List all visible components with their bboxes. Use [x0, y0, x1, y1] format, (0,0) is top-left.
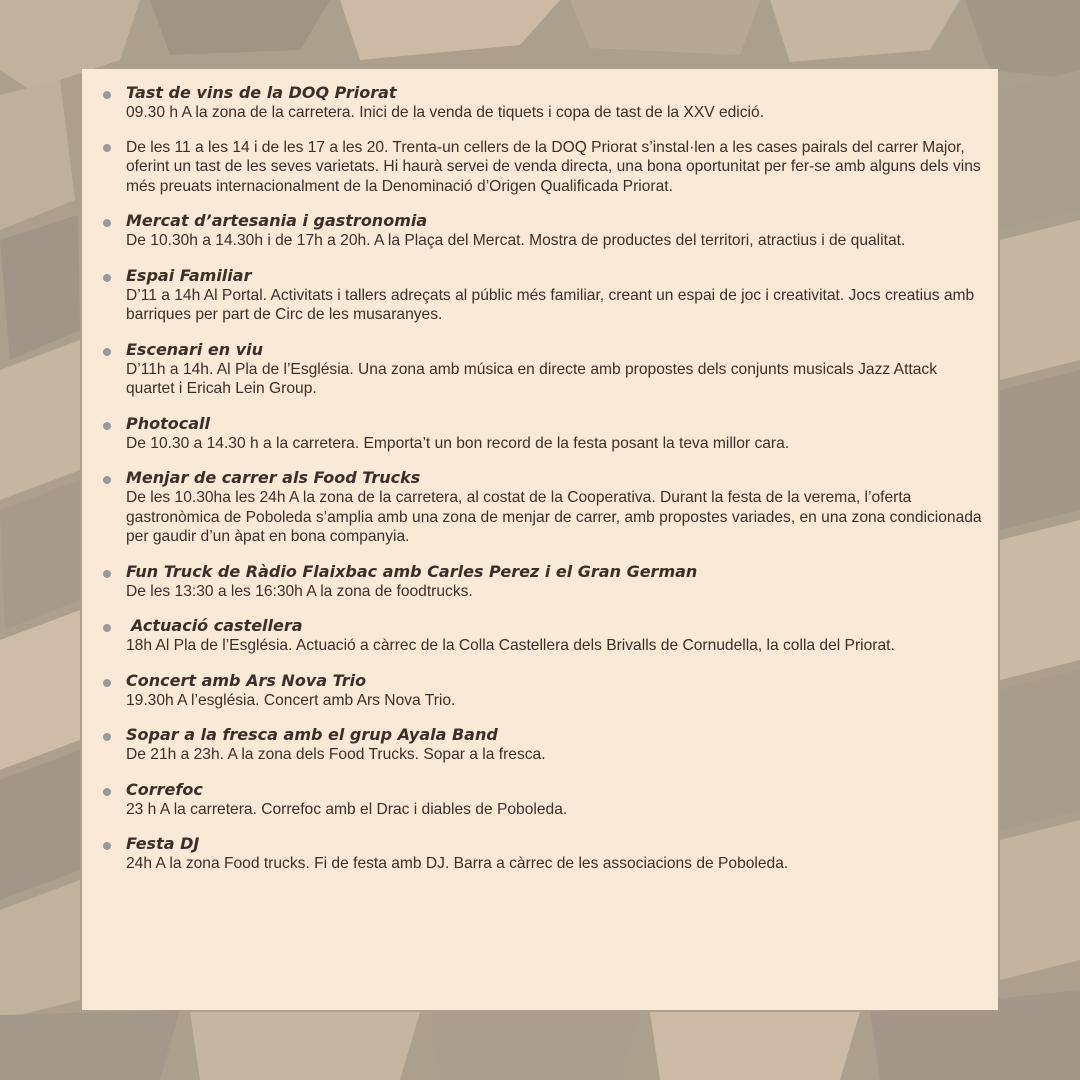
event-title: Photocall [126, 413, 210, 433]
event-description: 24h A la zona Food trucks. Fi de festa amb DJ. Barra a càrrec de les associacions de Poboleda. [126, 855, 789, 872]
event-title: Escenari en viu [126, 339, 264, 359]
bullet-icon [103, 476, 111, 484]
event-description: D’11 a 14h Al Portal. Activitats i tallers adreçats al públic més familiar, creant un espai de joc i creativitat. Jocs creatius amb barriques per part de Circ de les musaranyes. [126, 286, 975, 323]
event-item [102, 468, 988, 547]
bullet-icon [103, 733, 111, 741]
bullet-icon [103, 624, 111, 632]
bullet-icon [103, 219, 111, 227]
event-title: Concert amb Ars Nova Trio [126, 670, 367, 690]
bullet-icon [103, 842, 111, 850]
event-item [102, 211, 988, 251]
event-description: De 10.30h a 14.30h i de 17h a 20h. A la Plaça del Mercat. Mostra de productes del territori, atractius i de qualitat. [126, 232, 906, 249]
event-title: Sopar a la fresca amb el grup Ayala Band [126, 725, 498, 744]
event-description: 19.30h A l’església. Concert amb Ars Nova Trio. [126, 691, 456, 709]
event-title: Espai Familiar [126, 265, 252, 285]
event-item [102, 725, 988, 765]
event-description: 18h Al Pla de l’Església. Actuació a càrrec de la Colla Castellera dels Brivalls de Cornudella, la colla del Priorat. [126, 637, 895, 654]
bullet-icon [103, 274, 111, 282]
event-item [102, 266, 988, 325]
event-title: Fun Truck de Ràdio Flaixbac amb Carles Perez i el Gran German [126, 561, 698, 581]
event-description: De 10.30 a 14.30 h a la carretera. Emporta’t un bon record de la festa posant la teva millor cara. [126, 434, 790, 452]
event-description: De les 11 a les 14 i de les 17 a les 20. Trenta-un cellers de la DOQ Priorat s’instal·len a les cases pairals del carrer Major, oferint un tast de les seves varietats. Hi haurà servei de venda directa, una bona oportunitat per fer-se amb alguns dels vins més preuats internacionalment de la Denominació d’Origen Qualificada Priorat. [126, 138, 981, 195]
event-title: Festa DJ [126, 834, 200, 853]
event-item [102, 340, 988, 399]
event-item [102, 616, 988, 656]
event-description: 09.30 h A la zona de la carretera. Inici de la venda de tiquets i copa de tast de la XXV edició. [126, 104, 765, 121]
program-panel [82, 69, 998, 1010]
event-item [102, 834, 988, 874]
event-item [102, 671, 988, 711]
bullet-icon [103, 91, 111, 99]
bullet-icon [103, 788, 111, 796]
event-item [102, 414, 988, 454]
event-title: Mercat d’artesania i gastronomia [126, 211, 428, 230]
event-title: Correfoc [126, 779, 203, 799]
bullet-icon [103, 422, 111, 430]
event-title: Actuació castellera [131, 616, 303, 635]
bullet-icon [103, 144, 111, 152]
event-title: Tast de vins de la DOQ Priorat [126, 83, 397, 102]
bullet-icon [103, 348, 111, 356]
event-description: De les 13:30 a les 16:30h A la zona de foodtrucks. [126, 582, 473, 600]
event-item [102, 780, 988, 820]
bullet-icon [103, 679, 111, 687]
event-item [102, 562, 988, 602]
event-item [102, 138, 988, 197]
event-description: 23 h A la carretera. Correfoc amb el Drac i diables de Poboleda. [126, 800, 568, 818]
event-item [102, 83, 988, 123]
event-description: De les 10.30ha les 24h A la zona de la carretera, al costat de la Cooperativa. Durant la festa de la verema, l’oferta gastronòmica de Poboleda s’amplia amb una zona de menjar de carrer, amb propostes variades, en una zona condicionada per gaudir d’un àpat en bona companyia. [126, 489, 982, 545]
bullet-icon [103, 570, 111, 578]
event-description: D’11h a 14h. Al Pla de l’Església. Una zona amb música en directe amb propostes dels conjunts musicals Jazz Attack quartet i Ericah Lein Group. [126, 360, 938, 397]
event-description: De 21h a 23h. A la zona dels Food Trucks. Sopar a la fresca. [126, 746, 546, 763]
event-title: Menjar de carrer als Food Trucks [126, 468, 421, 487]
